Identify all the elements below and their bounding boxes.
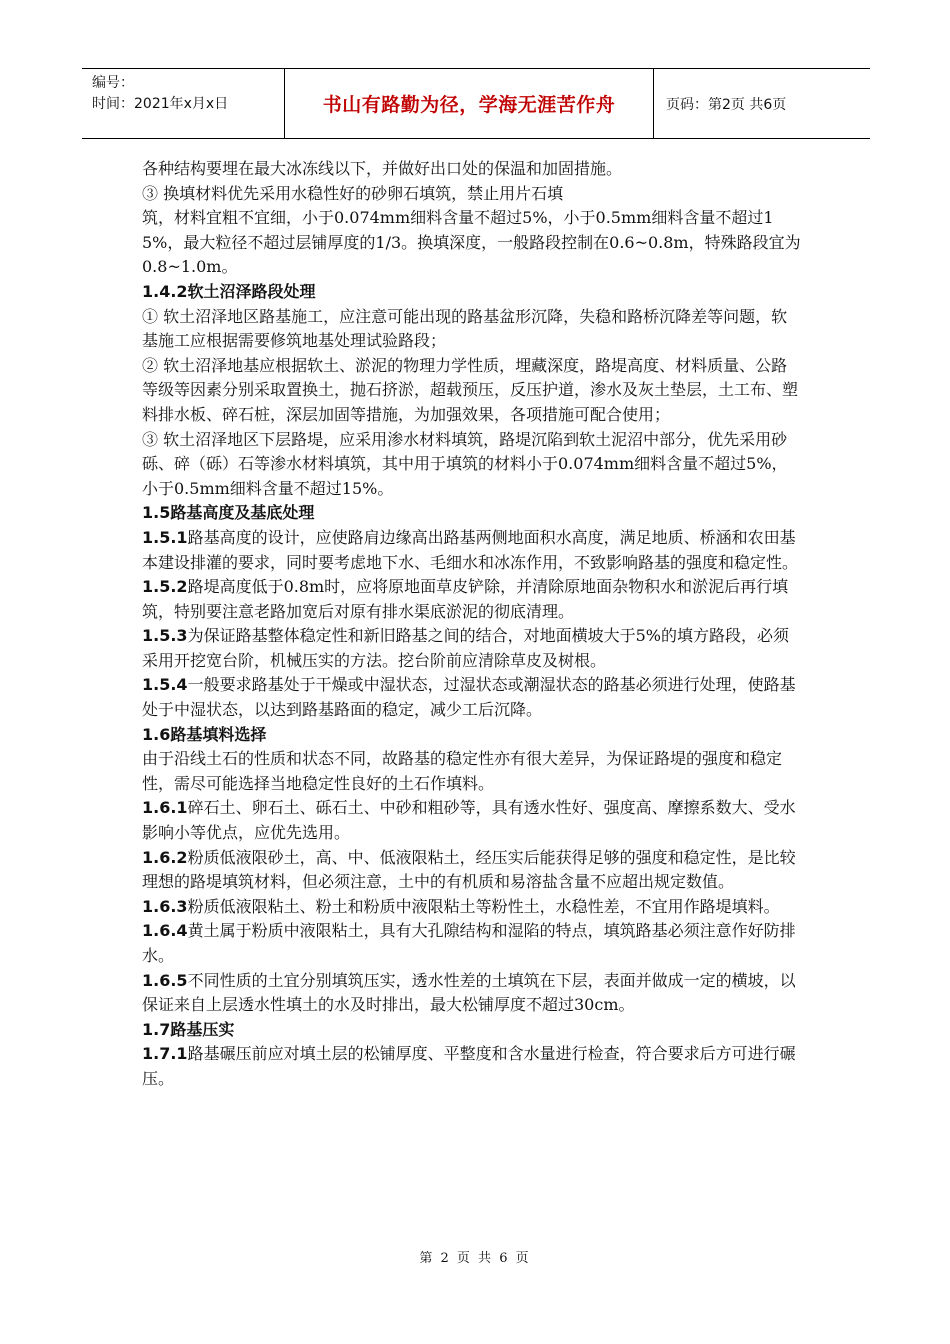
clause-text: 粉质低液限粘土、粉土和粉质中液限粘土等粉性土，水稳性差，不宜用作路堤填料。 [187,896,780,916]
clause-text: 路堤高度低于0.8m时，应将原地面草皮铲除，并清除原地面杂物积水和淤泥后再行填筑，特别要注意老路加宽后对原有排水渠底淤泥的彻底清理。 [142,577,789,621]
paragraph: ③ 换填材料优先采用水稳性好的砂卵石填筑，禁止用片石填 [142,183,564,203]
page-footer: 第 2 页 共 6 页 [419,1251,531,1266]
numbered-paragraph [142,919,802,968]
paragraph: 由于沿线土石的性质和状态不同，故路基的稳定性亦有很大差异，为保证路堤的强度和稳定性，需尽可能选择当地稳定性良好的土石作填料。 [142,749,783,793]
document-number-label: 编号： [92,75,134,91]
numbered-paragraph [142,846,802,895]
paragraph: 各种结构要埋在最大冰冻线以下，并做好出口处的保温和加固措施。 [142,159,623,178]
clause-text: 为保证路基整体稳定性和新旧路基之间的结合，对地面横坡大于5%的填方路段，必须采用开挖宽台阶，机械压实的方法。挖台阶前应清除草皮及树根。 [142,626,789,670]
paragraph: ③ 软土沼泽地区下层路堤，应采用渗水材料填筑，路堤沉陷到软土泥沼中部分，优先采用砂砾、碎（砾）石等渗水材料填筑，其中用于填筑的材料小于0.074mm细料含量不超过5%，小于0.5mm细料含量不超过15%。 [142,429,788,498]
clause-text: 一般要求路基处于干燥或中湿状态，过湿状态或潮湿状态的路基必须进行处理，使路基处于中湿状态，以达到路基路面的稳定，减少工后沉降。 [142,675,796,720]
clause-number: 1.5.1 [142,527,188,547]
header-motto: 书山有路勤为径，学海无涯苦作舟 [285,69,654,138]
numbered-paragraph [142,673,802,722]
paragraph: ② 软土沼泽地基应根据软土、淤泥的物理力学性质，埋藏深度，路堤高度、材料质量、公路等级等因素分别采取置换土，抛石挤淤，超载预压，反压护道，渗水及灰土垫层，土工布、塑料排水板、碎石桩，深层加固等措施，为加强效果，各项措施可配合使用； [142,355,799,424]
clause-text: 黄土属于粉质中液限粘土，具有大孔隙结构和湿陷的特点，填筑路基必须注意作好防排水。 [142,921,796,965]
clause-number: 1.5.2 [142,577,188,597]
section-heading: 1.5路基高度及基底处理 [142,503,315,523]
clause-number: 1.6.4 [142,921,188,941]
clause-text: 不同性质的土宜分别填筑压实，透水性差的土填筑在下层，表面并做成一定的横坡，以保证来自上层透水性填土的水及时排出，最大松铺厚度不超过30cm。 [142,970,796,1015]
clause-number: 1.5.4 [142,675,188,695]
clause-text: 碎石土、卵石土、砾石土、中砂和粗砂等，具有透水性好、强度高、摩擦系数大、受水影响小等优点，应优先选用。 [142,798,796,843]
numbered-paragraph [142,969,802,1018]
document-body [142,157,802,1092]
clause-number: 1.6.2 [142,847,188,867]
clause-number: 1.5.3 [142,626,188,646]
section-heading: 1.7路基压实 [142,1019,235,1039]
paragraph: ① 软土沼泽地区路基施工，应注意可能出现的路基盆形沉降，失稳和路桥沉降差等问题，软基施工应根据需要修筑地基处理试验路段； [142,306,788,351]
page-header [82,68,870,139]
numbered-paragraph [142,526,802,575]
numbered-paragraph [142,895,802,920]
document-date: 时间：2021年x月x日 [92,96,229,112]
clause-number: 1.6.5 [142,970,188,990]
numbered-paragraph [142,624,802,673]
header-meta [82,69,285,138]
section-heading: 1.6路基填料选择 [142,724,267,744]
header-page-info: 页码：第2页 共6页 [666,96,787,113]
paragraph: 筑，材料宜粗不宜细，小于0.074mm细料含量不超过5%，小于0.5mm细料含量不超过15%，最大粒径不超过层铺厚度的1/3。换填深度，一般路段控制在0.6~0.8m，特殊路段宜为0.8~1.0m。 [142,208,801,277]
clause-text: 粉质低液限砂土，高、中、低液限粘土，经压实后能获得足够的强度和稳定性，是比较理想的路堤填筑材料，但必须注意，土中的有机质和易溶盐含量不应超出规定数值。 [142,847,796,892]
clause-text: 路基碾压前应对填土层的松铺厚度、平整度和含水量进行检查，符合要求后方可进行碾压。 [142,1044,796,1088]
clause-number: 1.7.1 [142,1044,188,1064]
clause-number: 1.6.3 [142,896,188,916]
numbered-paragraph [142,575,802,624]
clause-text: 路基高度的设计，应使路肩边缘高出路基两侧地面积水高度，满足地质、桥涵和农田基本建设排灌的要求，同时要考虑地下水、毛细水和冰冻作用，不致影响路基的强度和稳定性。 [142,527,799,572]
numbered-paragraph [142,1042,802,1091]
clause-number: 1.6.1 [142,798,188,818]
numbered-paragraph [142,796,802,845]
section-heading: 1.4.2软土沼泽路段处理 [142,281,316,301]
